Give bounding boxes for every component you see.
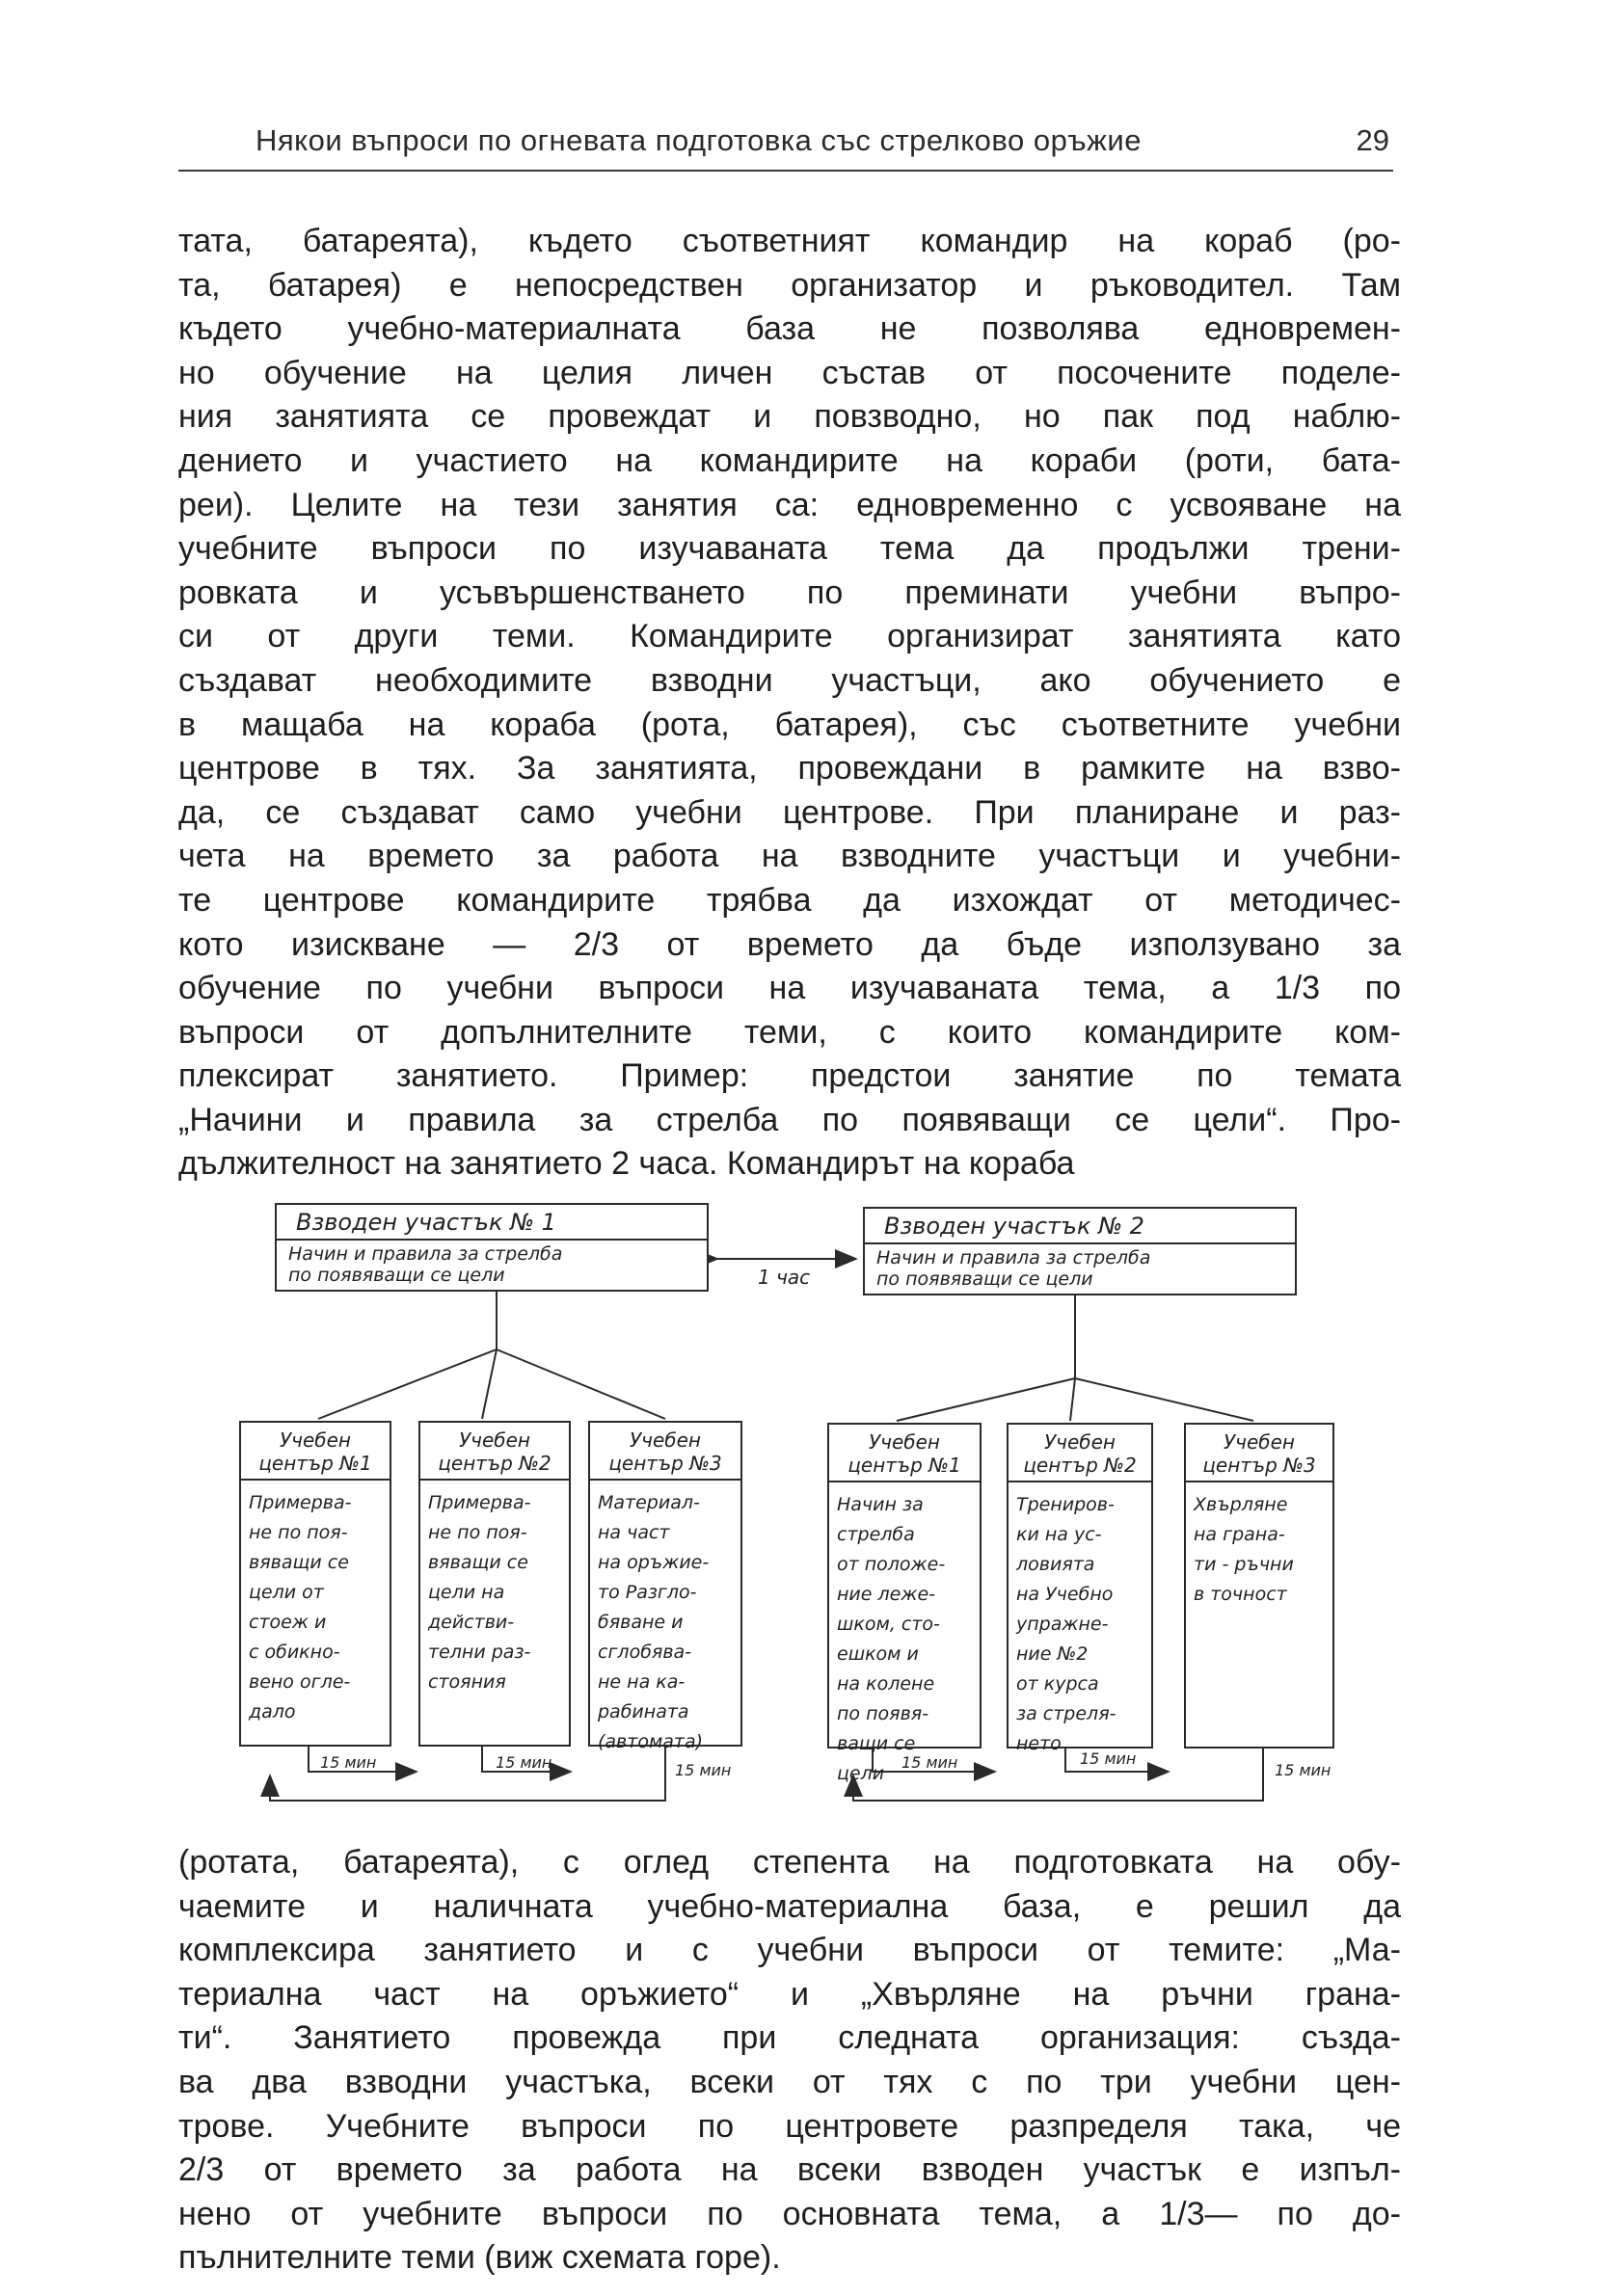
center-head: Учебен център №2 bbox=[1009, 1425, 1151, 1482]
branch-line bbox=[1075, 1378, 1253, 1421]
center-content: Трениров- ки на ус- ловията на Учебно упражне- ние №2 от курса за стреля- нето bbox=[1016, 1494, 1116, 1754]
section-topic-line: по появяващи се цели bbox=[876, 1268, 1093, 1290]
text-line: учебните въпроси по изучаваната тема да продължи трени- bbox=[178, 530, 1401, 568]
center-head: Учебен център №1 bbox=[829, 1425, 980, 1482]
center-head: Учебен център №2 bbox=[420, 1423, 569, 1481]
center-head: Учебен център №1 bbox=[241, 1423, 390, 1481]
text-line: комплексира занятието и с учебни въпроси от темите: „Ма- bbox=[178, 1932, 1401, 1969]
branch-line bbox=[318, 1349, 497, 1419]
text-line: териална част на оръжието“ и „Хвърляне на ръчни грана- bbox=[178, 1975, 1401, 2013]
section-topic-line: Начин и правила за стрелба bbox=[288, 1243, 563, 1265]
text-line: (ротата, батареята), с оглед степента на подготовката на обу- bbox=[178, 1844, 1401, 1881]
text-line: кото изискване — 2/3 от времето да бъде използувано за bbox=[178, 925, 1401, 963]
center-content: Материал- на част на оръжие- то Разгло- бяване и сглобява- не на ка- рабината (автомата) bbox=[598, 1492, 710, 1752]
platoon-section-2 bbox=[863, 1207, 1297, 1295]
training-center bbox=[1184, 1423, 1334, 1749]
text-line: чаемите и наличната учебно-материална база, е решил да bbox=[178, 1887, 1401, 1925]
section-topic bbox=[876, 1247, 1150, 1290]
text-line: дължителност на занятието 2 часа. Командирът на кораба bbox=[178, 1145, 1075, 1183]
link-label: 1 час bbox=[758, 1266, 811, 1289]
training-center bbox=[418, 1421, 571, 1747]
text-line: плексират занятието. Пример: предстои занятие по темата bbox=[178, 1057, 1401, 1095]
center-content: Хвърляне на грана- ти - ръчни в точност bbox=[1194, 1494, 1294, 1605]
text-line: обучение по учебни въпроси на изучаваната тема, а 1/3 по bbox=[178, 970, 1401, 1007]
center-content: Начин за стрелба от положе- ние леже- шком, сто- ешком и на колене по появя- ващи се цели bbox=[837, 1494, 946, 1784]
section-rule bbox=[865, 1242, 1295, 1244]
text-line: нено от учебните въпроси по основната тема, а 1/3— по до- bbox=[178, 2195, 1401, 2232]
section-title: Взводен участък № 2 bbox=[884, 1213, 1144, 1240]
header-title: Някои въпроси по огневата подготовка със стрелково оръжие bbox=[256, 123, 1142, 157]
section-title: Взводен участък № 1 bbox=[296, 1209, 556, 1236]
page-number: 29 bbox=[1356, 123, 1389, 157]
branch-line bbox=[497, 1349, 665, 1419]
duration-label: 15 мин bbox=[901, 1753, 958, 1772]
text-line: да, се създават само учебни центрове. При планиране и раз- bbox=[178, 793, 1401, 831]
text-line: чета на времето за работа на взводните участъци и учебни- bbox=[178, 838, 1401, 875]
text-line: ти“. Занятието провежда при следната организация: създа- bbox=[178, 2019, 1401, 2057]
section-topic-line: Начин и правила за стрелба bbox=[876, 1247, 1151, 1268]
text-line: в мащаба на кораба (рота, батарея), със съответните учебни bbox=[178, 706, 1401, 743]
training-center bbox=[588, 1421, 742, 1752]
branch-line bbox=[897, 1378, 1075, 1421]
section-topic bbox=[288, 1243, 562, 1286]
training-center bbox=[1007, 1423, 1153, 1754]
text-line: реи). Целите на тези занятия са: едновременно с усвояване на bbox=[178, 486, 1401, 523]
duration-label: 15 мин bbox=[1080, 1749, 1137, 1768]
center-content: Примерва- не по поя- вяващи се цели на действи- телни раз- стояния bbox=[428, 1492, 531, 1693]
text-line: където учебно-материалната база не позволява едновремен- bbox=[178, 310, 1401, 348]
text-line: създават необходимите взводни участъци, ако обучението е bbox=[178, 661, 1401, 699]
text-line: въпроси от допълнителните теми, с които командирите ком- bbox=[178, 1013, 1401, 1051]
branch-line bbox=[1070, 1378, 1075, 1421]
training-center bbox=[239, 1421, 391, 1747]
center-head: Учебен център №3 bbox=[590, 1423, 740, 1481]
text-line: ровката и усъвършенстването по преминати учебни въпро- bbox=[178, 574, 1401, 611]
text-line: те центрове командирите трябва да изхождат от методичес- bbox=[178, 881, 1401, 919]
paragraph-2 bbox=[178, 1841, 1401, 2281]
center-content: Примерва- не по поя- вяващи се цели от стоеж и с обикно- вено огле- дало bbox=[249, 1492, 352, 1722]
text-line: си от други теми. Командирите организират занятията като bbox=[178, 618, 1401, 655]
center-head: Учебен център №3 bbox=[1186, 1425, 1332, 1482]
text-line: центрове в тях. За занятията, провеждани в рамките на взво- bbox=[178, 750, 1401, 788]
section-topic-line: по появяващи се цели bbox=[288, 1265, 505, 1286]
text-line: тата, батареята), където съответният командир на кораб (ро- bbox=[178, 223, 1401, 259]
text-line: ва два взводни участъка, всеки от тях с по три учебни цен- bbox=[178, 2063, 1401, 2100]
section-rule bbox=[277, 1239, 707, 1241]
text-line: дението и участието на командирите на кораби (роти, бата- bbox=[178, 441, 1401, 479]
text-line: та, батарея) е непосредствен организатор и ръководител. Там bbox=[178, 266, 1401, 304]
text-line: но обучение на целия личен състав от посочените поделе- bbox=[178, 354, 1401, 391]
duration-label: 15 мин bbox=[1275, 1761, 1332, 1779]
platoon-section-1 bbox=[275, 1203, 709, 1292]
text-line: пълнителните теми (виж схемата горе). bbox=[178, 2239, 781, 2277]
branch-line bbox=[482, 1349, 497, 1419]
duration-label: 15 мин bbox=[675, 1761, 732, 1779]
text-line: „Начини и правила за стрелба по появяващи се цели“. Про- bbox=[178, 1101, 1401, 1138]
text-line: трове. Учебните въпроси по центровете разпределя така, че bbox=[178, 2107, 1401, 2145]
text-line: ния занятията се провеждат и повзводно, но пак под наблю- bbox=[178, 398, 1401, 436]
text-line: 2/3 от времето за работа на всеки взводен участък е изпъл- bbox=[178, 2151, 1401, 2189]
duration-label: 15 мин bbox=[496, 1753, 552, 1772]
duration-label: 15 мин bbox=[320, 1753, 377, 1772]
